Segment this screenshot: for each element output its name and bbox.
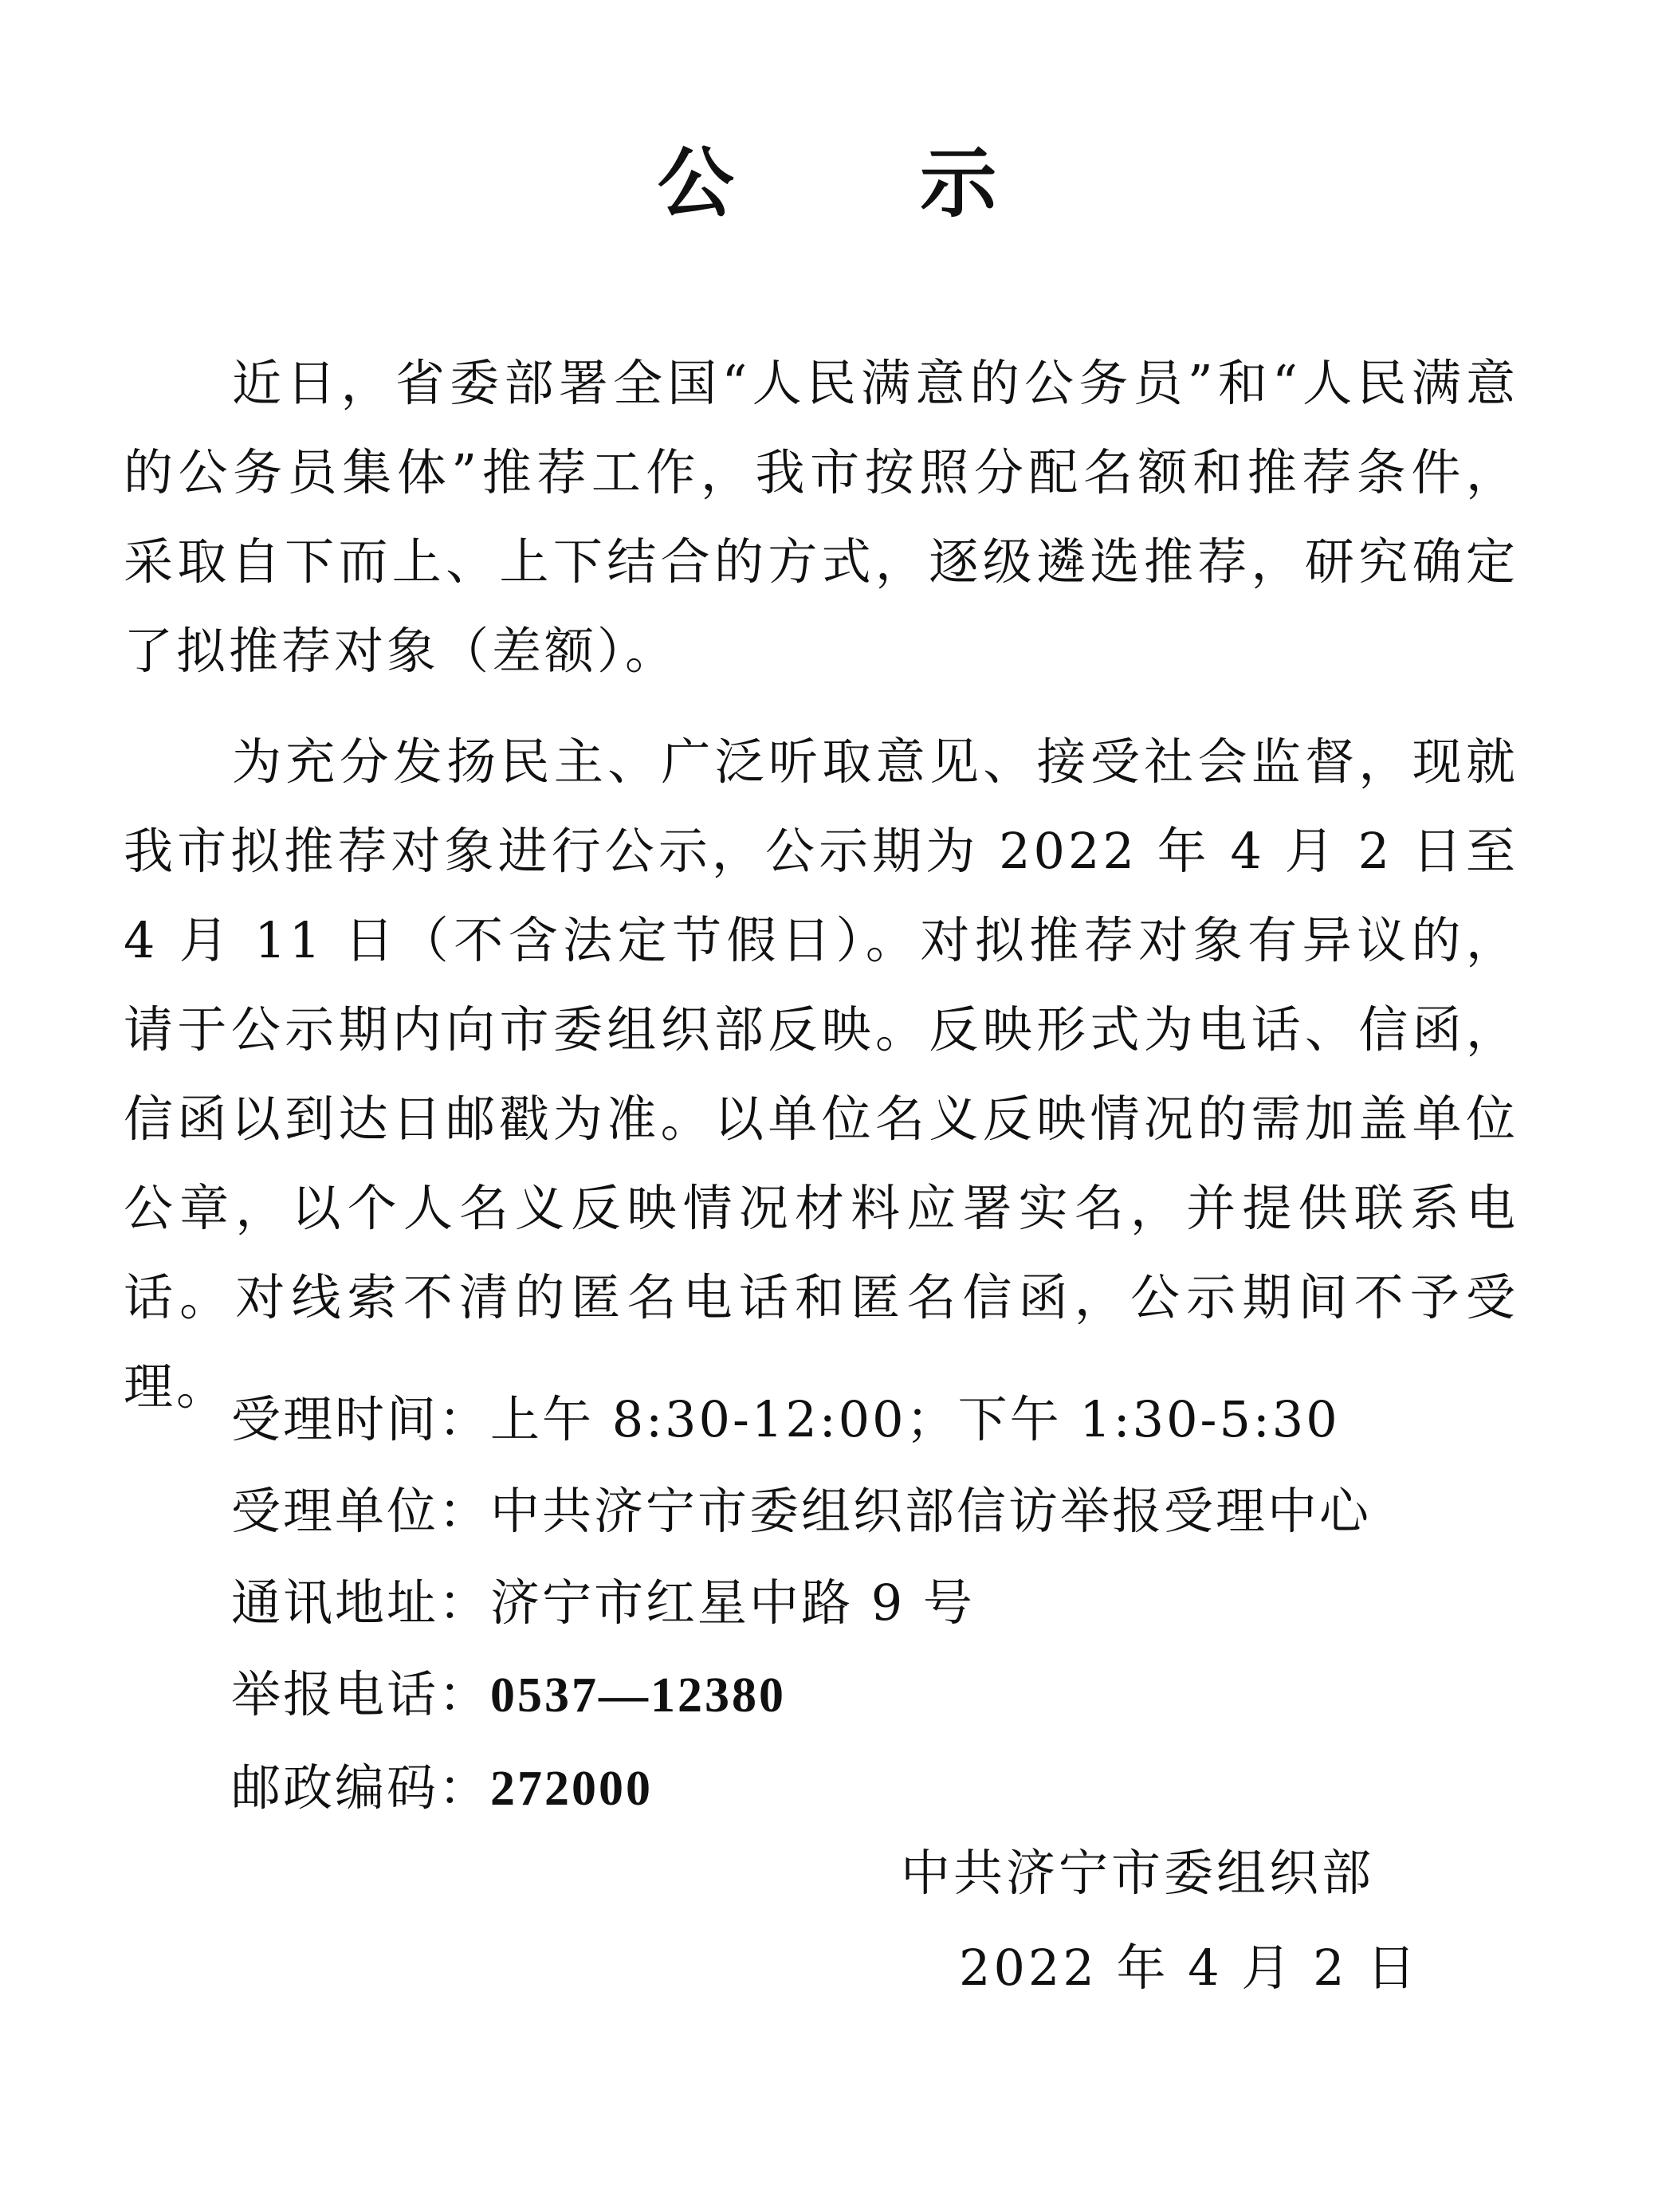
info-value: 济宁市红星中路 9 号 <box>490 1574 975 1632</box>
signature-organization: 中共济宁市委组织部 <box>901 1844 1375 1902</box>
info-value: 272000 <box>490 1762 654 1816</box>
info-row-postcode <box>231 1742 1371 1835</box>
info-row-time <box>231 1373 1371 1465</box>
signature-date: 2022 年 4 月 2 日 <box>959 1939 1420 1997</box>
info-label: 举报电话： <box>231 1665 491 1723</box>
info-label: 受理时间： <box>231 1390 491 1448</box>
info-row-phone <box>231 1648 1371 1742</box>
info-value: 中共济宁市委组织部信访举报受理中心 <box>490 1482 1372 1540</box>
info-row-address <box>231 1557 1371 1648</box>
contact-info-list <box>231 1373 1371 1835</box>
paragraph-details-text: 为充分发扬民主、广泛听取意见、接受社会监督，现就我市拟推荐对象进行公示，公示期为 2022 年 4 月 2 日至 4 月 11 日（不含法定节假日）。对拟推荐对象有异议的，请于公示期内向市委组织部反映。反映形式为电话、信函，信函以到达日邮戳为准。以单位名义反映情况的需加盖单位公章，以个人名义反映情况材料应署实名，并提供联系电话。对线索不清的匿名电话和匿名信函，公示期间不予受理。 <box>124 733 1518 1416</box>
info-label: 邮政编码： <box>231 1758 491 1817</box>
info-value: 0537—12380 <box>490 1668 787 1723</box>
info-label: 通讯地址： <box>231 1574 491 1632</box>
paragraph-details <box>124 717 1518 1432</box>
info-value: 上午 8:30-12:00；下午 1:30-5:30 <box>490 1390 1340 1448</box>
page-title: 公 示 <box>657 138 1077 228</box>
paragraph-intro-text: 近日，省委部署全国“人民满意的公务员”和“人民满意的公务员集体”推荐工作，我市按照分配名额和推荐条件，采取自下而上、上下结合的方式，逐级遴选推荐，研究确定了拟推荐对象（差额）。 <box>124 354 1518 680</box>
info-row-unit <box>231 1465 1371 1557</box>
paragraph-intro <box>124 339 1518 696</box>
info-label: 受理单位： <box>231 1482 491 1540</box>
